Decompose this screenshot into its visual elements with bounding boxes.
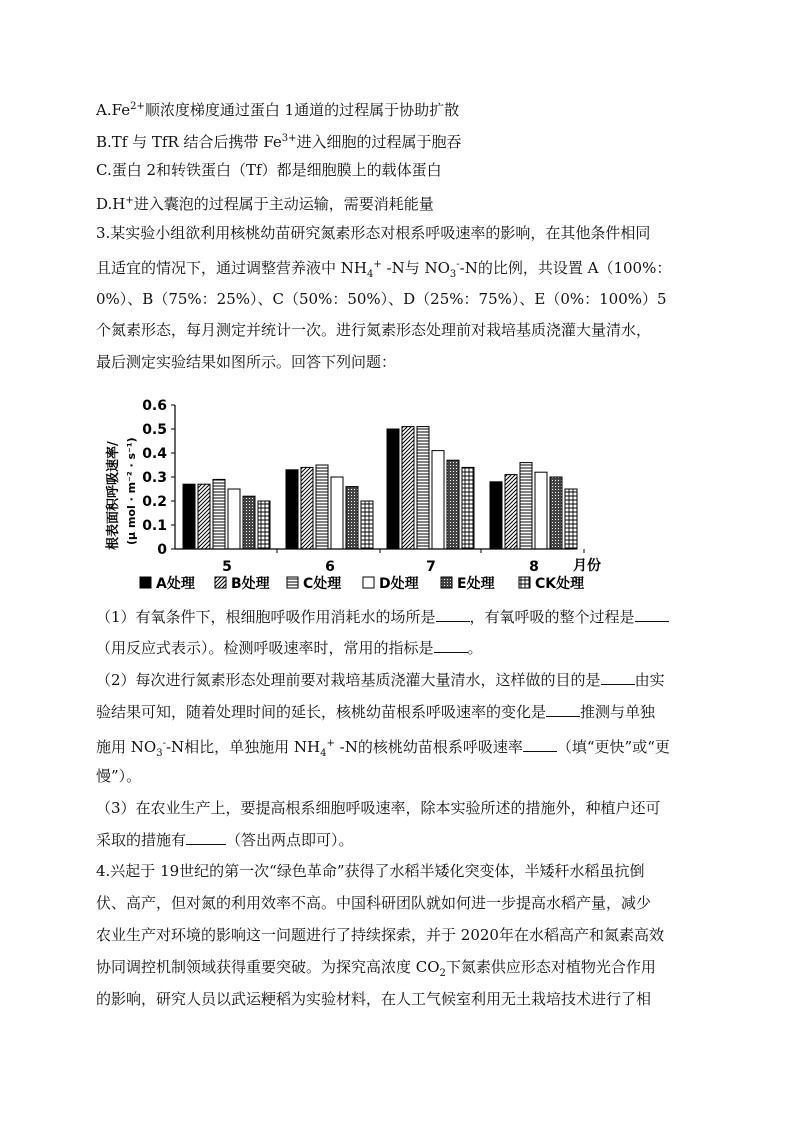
bar-E处理-7 (447, 460, 459, 549)
q3-line-1: 3.某实验小组欲利用核桃幼苗研究氮素形态对根系呼吸速率的影响，在其他条件相同 (96, 224, 651, 242)
x-tick-label: 7 (426, 559, 436, 575)
q4-line-5: 的影响，研究人员以武运粳稻为实验材料，在人工气候室利用无土栽培技术进行了相 (96, 990, 652, 1008)
y-tick-label: 0.3 (142, 470, 167, 486)
q4-line-3: 农业生产对环境的影响这一问题进行了持续探索，并于 2020年在水稻高产和氮素高效 (96, 926, 664, 944)
bar-CK处理-7 (462, 467, 474, 549)
legend-label: A处理 (156, 576, 195, 592)
legend-swatch-A处理 (140, 577, 151, 588)
option-c: C.蛋白 2和转铁蛋白（Tf）都是细胞膜上的载体蛋白 (96, 161, 442, 179)
q4-line-4: 协同调控机制领域获得重要突破。为探究高浓度 $CO_2$下氮素供应形态对植物光合作用 (96, 958, 656, 979)
bar-C处理-7 (417, 427, 429, 549)
q4-line-2: 伏、高产，但对氮的利用效率不高。中国科研团队就如何进一步提高水稻产量，减少 (96, 894, 652, 912)
bar-D处理-6 (331, 477, 343, 549)
q3-sub2-line-2: 验结果可知，随着处理时间的延长，核桃幼苗根系呼吸速率的变化是 推测与单独 (96, 703, 656, 721)
q3-line-3: 0%）、B（75%：25%）、C（50%：50%）、D（25%：75%）、E（0%：100%）5 (96, 290, 667, 308)
bar-D处理-5 (228, 489, 240, 549)
bar-B处理-5 (198, 484, 210, 549)
bar-D处理-8 (535, 472, 547, 549)
bar-B处理-6 (301, 467, 313, 549)
bar-A处理-8 (490, 482, 502, 549)
q3-sub2-line-3: 施用 $NO_3^--N$相比，单独施用 $NH_4^+$ -N的核桃幼苗根系呼吸速率 （填“更快”或“更 (96, 738, 670, 759)
legend-label: C处理 (303, 576, 342, 592)
legend-swatch-B处理 (215, 577, 226, 588)
bar-A处理-7 (387, 429, 399, 549)
x-tick-label: 6 (325, 559, 335, 575)
x-axis-label: 月份 (573, 558, 601, 574)
bar-E处理-6 (346, 487, 358, 549)
legend-label: B处理 (231, 576, 270, 592)
y-tick-label: 0.4 (142, 446, 167, 462)
legend-label: E处理 (457, 576, 495, 592)
legend-swatch-D处理 (363, 577, 374, 588)
bar-E处理-5 (243, 496, 255, 549)
bar-CK处理-6 (361, 501, 373, 549)
y-tick-label: 0.2 (142, 494, 167, 510)
legend-label: D处理 (379, 576, 419, 592)
bar-A处理-5 (183, 484, 195, 549)
bar-B处理-7 (402, 427, 414, 549)
bar-A处理-6 (286, 470, 298, 549)
option-b: B.Tf 与 TfR 结合后携带 $Fe^{3+}$进入细胞的过程属于胞吞 (96, 133, 462, 151)
legend-label: CK处理 (535, 576, 585, 592)
y-axis-label-line-1: 根表面积呼吸速率/ (106, 441, 121, 550)
bar-C处理-5 (213, 479, 225, 549)
q3-line-2: 且适宜的情况下，通过调整营养液中 $NH_4^+$ -N与 $NO_3^--N$的比例，共设置 A（100%： (96, 259, 672, 280)
q3-sub1-line-2: （用反应式表示）。检测呼吸速率时，常用的指标是 。 (96, 639, 483, 657)
bar-D处理-7 (432, 451, 444, 549)
q3-sub2-line-4: 慢”）。 (96, 767, 142, 785)
legend-swatch-C处理 (287, 577, 298, 588)
bar-CK处理-8 (565, 489, 577, 549)
q4-line-1: 4.兴起于 19世纪的第一次“绿色革命”获得了水稻半矮化突变体，半矮秆水稻虽抗倒 (96, 862, 645, 880)
bar-C处理-6 (316, 465, 328, 549)
x-tick-label: 8 (529, 559, 539, 575)
bar-CK处理-5 (258, 501, 270, 549)
q3-sub3-line-1: （3）在农业生产上，要提高根系细胞呼吸速率，除本实验所述的措施外，种植户还可 (96, 799, 661, 817)
y-tick-label: 0 (157, 542, 167, 558)
bar-E处理-8 (550, 477, 562, 549)
bar-C处理-8 (520, 463, 532, 549)
q3-line-5: 最后测定实验结果如图所示。回答下列问题： (96, 353, 397, 371)
y-tick-label: 0.5 (142, 422, 167, 438)
bar-B处理-8 (505, 475, 517, 549)
option-a: $A.Fe^{2+}$顺浓度梯度通过蛋白 1通道的过程属于协助扩散 (96, 101, 460, 119)
q3-line-4: 个氮素形态，每月测定并统计一次。进行氮素形态处理前对栽培基质浇灌大量清水， (96, 321, 652, 339)
option-d: D.H+进入囊泡的过程属于主动运输，需要消耗能量 (96, 195, 434, 213)
y-tick-label: 0.6 (142, 398, 167, 414)
q3-sub1-line-1: （1）有氧条件下，根细胞呼吸作用消耗水的场所是 ，有氧呼吸的整个过程是 (96, 607, 669, 627)
y-tick-label: 0.1 (142, 518, 167, 534)
q3-sub2-line-1: （2）每次进行氮素形态处理前要对栽培基质浇灌大量清水，这样做的目的是 由实 (96, 671, 665, 689)
legend-swatch-CK处理 (519, 577, 530, 588)
legend-swatch-E处理 (441, 577, 452, 588)
x-tick-label: 5 (222, 559, 232, 575)
q3-sub3-line-2: 采取的措施有 （答出两点即可）。 (96, 831, 354, 849)
y-axis-label-line-2: (μ mol · m⁻² · s⁻¹) (125, 437, 138, 545)
respiration-bar-chart (95, 395, 615, 595)
